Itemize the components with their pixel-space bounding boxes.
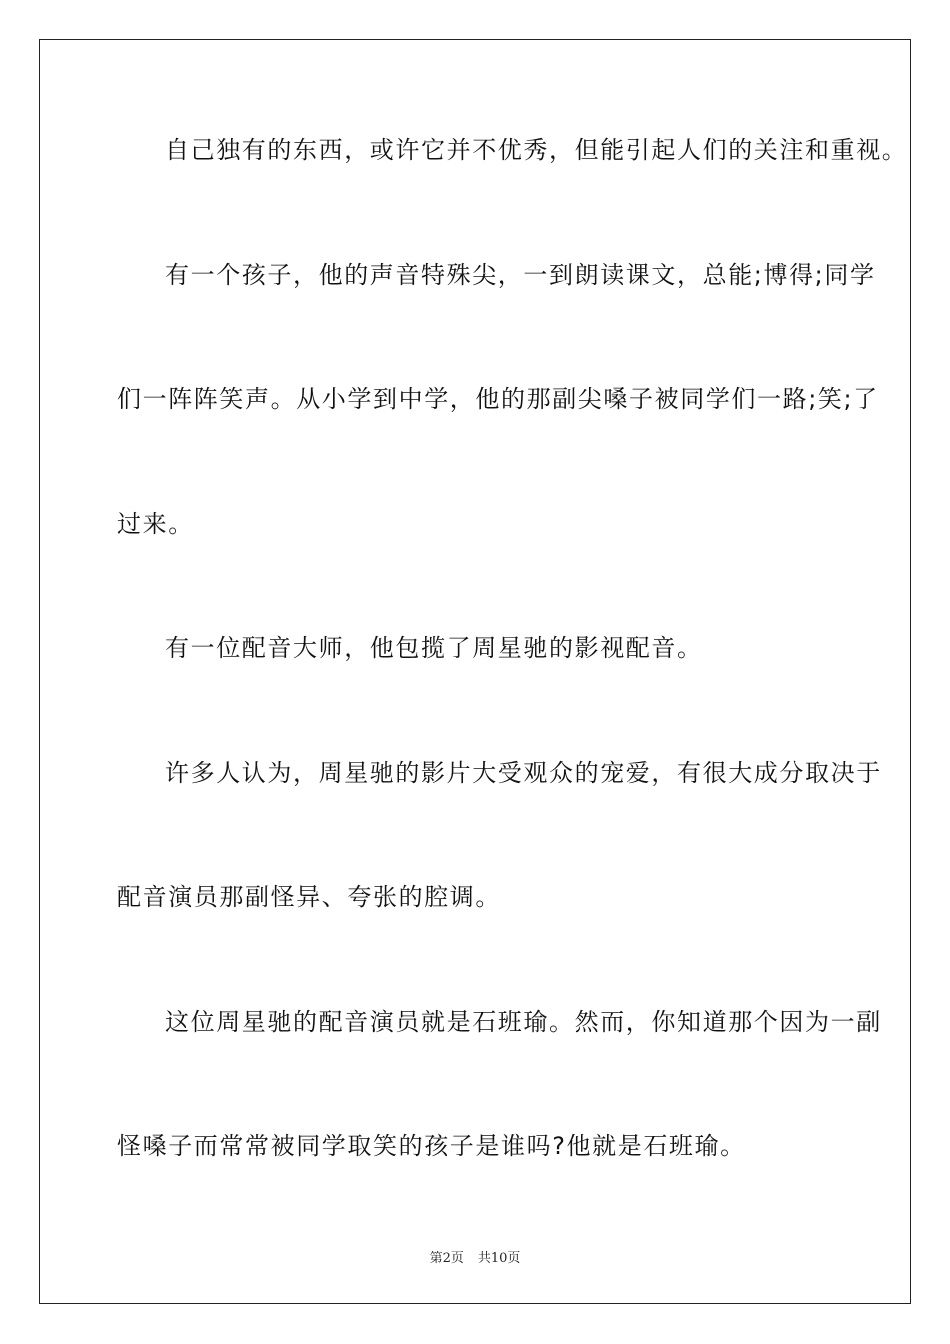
text-line: 有一位配音大师，他包揽了周星驰的影视配音。 bbox=[165, 634, 703, 662]
text-line: 许多人认为，周星驰的影片大受观众的宠爱，有很大成分取决于 bbox=[165, 759, 882, 787]
page-frame bbox=[39, 39, 911, 1304]
text-line: 自己独有的东西，或许它并不优秀，但能引起人们的关注和重视。 bbox=[165, 136, 908, 164]
text-line: 们一阵阵笑声。从小学到中学，他的那副尖嗓子被同学们一路;笑;了 bbox=[117, 385, 879, 413]
text-line: 配音演员那副怪异、夸张的腔调。 bbox=[117, 883, 501, 911]
page-footer bbox=[0, 1247, 950, 1266]
page-total: 共10页 bbox=[477, 1251, 521, 1266]
text-line: 有一个孩子，他的声音特殊尖，一到朗读课文，总能;博得;同学 bbox=[165, 261, 876, 289]
text-line: 这位周星驰的配音演员就是石班瑜。然而，你知道那个因为一副 bbox=[165, 1008, 882, 1036]
text-line: 怪嗓子而常常被同学取笑的孩子是谁吗?他就是石班瑜。 bbox=[117, 1132, 746, 1160]
page-number: 第2页 bbox=[429, 1251, 464, 1266]
text-line: 过来。 bbox=[117, 510, 194, 538]
